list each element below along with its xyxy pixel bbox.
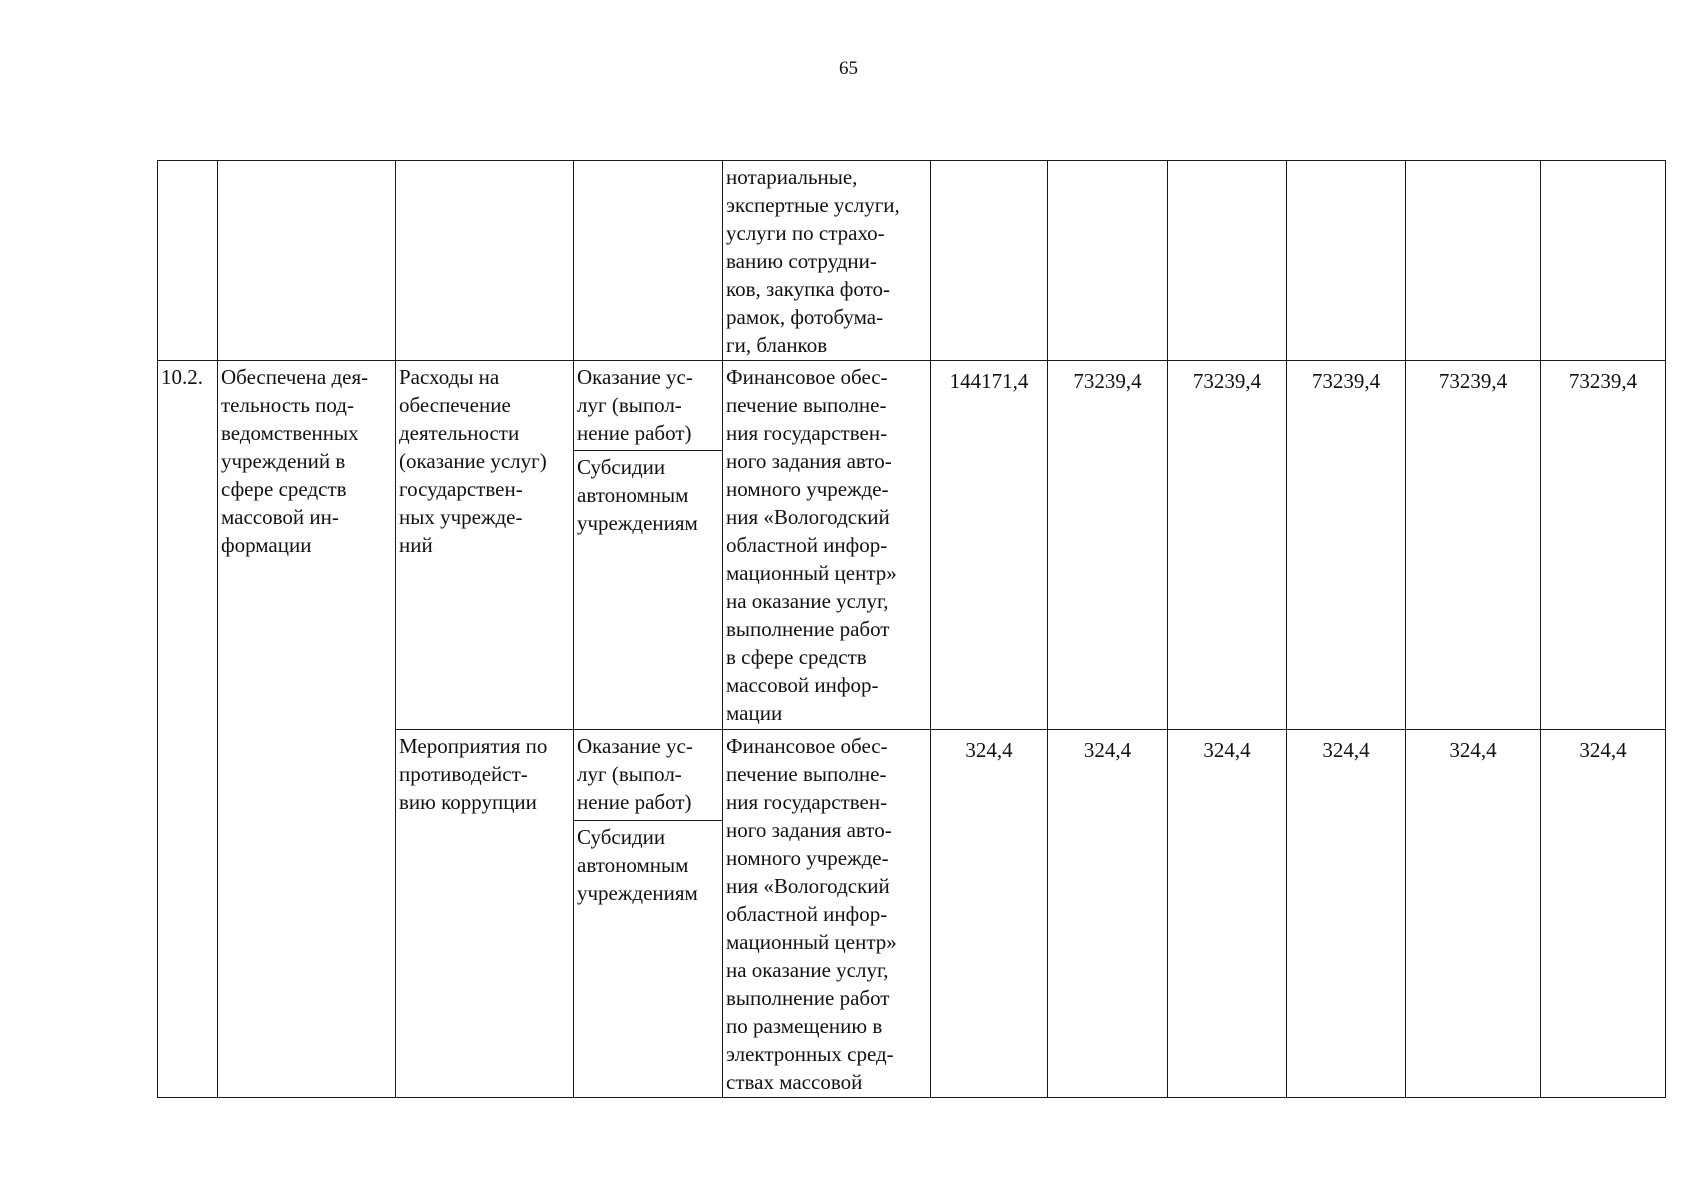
budget-table: [157, 160, 1666, 1098]
cell-empty: [158, 161, 218, 361]
cell-activity-name: Расходы на обеспечение деятельности (оказание услуг) государствен- ных учрежде- ний: [396, 361, 574, 730]
cell-code: 10.2.: [158, 361, 218, 1098]
cell-description: Финансовое обес- печение выполне- ния государствен- ного задания авто- номного учрежде- ния «Вологодский областной инфор- мационный центр» на оказание услуг, выполнение работ по размещению в электронных сред- ствах массовой: [723, 730, 931, 1098]
cell-expense-type: Субсидии автономным учреждениям: [574, 821, 723, 1098]
cell-result: Обеспечена дея- тельность под- ведомственных учреждений в сфере средств массовой ин- формации: [218, 361, 396, 1098]
cell-empty: [1541, 161, 1666, 361]
cell-value: 73239,4: [1541, 361, 1666, 730]
cell-empty: [218, 161, 396, 361]
cell-value: 73239,4: [1048, 361, 1168, 730]
cell-value: 73239,4: [1168, 361, 1287, 730]
cell-empty: [574, 161, 723, 361]
table-row-continuation: [158, 161, 1666, 361]
cell-expense-type: Субсидии автономным учреждениям: [574, 451, 723, 730]
cell-value: 73239,4: [1287, 361, 1406, 730]
table-row: [158, 361, 1666, 451]
cell-value: 324,4: [1287, 730, 1406, 1098]
cell-description: Финансовое обес- печение выполне- ния государствен- ного задания авто- номного учрежде- ния «Вологодский областной инфор- мационный центр» на оказание услуг, выполнение работ в сфере средств массовой инфор- мации: [723, 361, 931, 730]
cell-empty: [1168, 161, 1287, 361]
cell-empty: [931, 161, 1048, 361]
cell-value: 324,4: [1168, 730, 1287, 1098]
cell-activity-name: Мероприятия по противодейст- вию коррупции: [396, 730, 574, 1098]
cell-value: 324,4: [931, 730, 1048, 1098]
cell-value: 73239,4: [1406, 361, 1541, 730]
cell-empty: [1406, 161, 1541, 361]
cell-value: 144171,4: [931, 361, 1048, 730]
page-number: 65: [839, 58, 858, 79]
cell-description: нотариальные, экспертные услуги, услуги по страхо- ванию сотрудни- ков, закупка фото- рамок, фотобума- ги, бланков: [723, 161, 931, 361]
cell-value: 324,4: [1048, 730, 1168, 1098]
cell-value: 324,4: [1406, 730, 1541, 1098]
cell-empty: [1048, 161, 1168, 361]
cell-expense-type: Оказание ус- луг (выпол- нение работ): [574, 730, 723, 821]
cell-empty: [1287, 161, 1406, 361]
cell-value: 324,4: [1541, 730, 1666, 1098]
cell-empty: [396, 161, 574, 361]
cell-expense-type: Оказание ус- луг (выпол- нение работ): [574, 361, 723, 451]
